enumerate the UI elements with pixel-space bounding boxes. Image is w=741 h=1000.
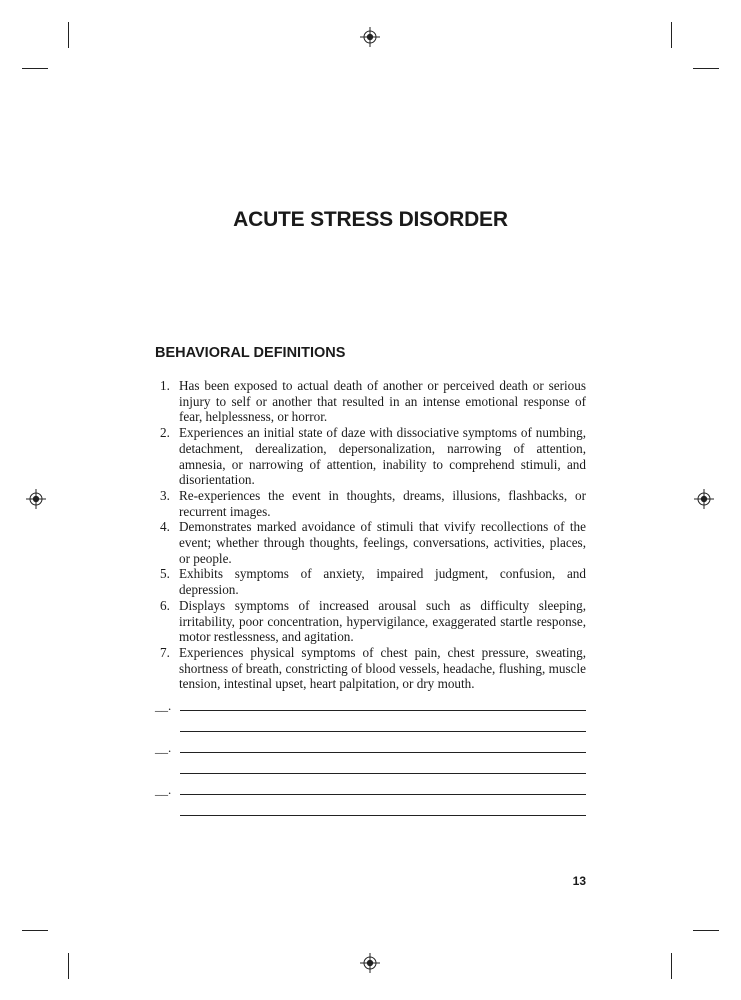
item-text: Experiences an initial state of daze with dissociative symptoms of numbing, detachment, derealization, depersonalization, narrowing of attention, amnesia, or narrowing of attention, inability to comprehend stimuli, and disorientation. bbox=[179, 425, 586, 488]
blank-entry-mark: __. bbox=[155, 782, 172, 797]
write-in-line bbox=[180, 710, 586, 711]
item-number: 6. bbox=[160, 597, 170, 613]
write-in-line bbox=[180, 773, 586, 774]
crop-mark bbox=[671, 22, 672, 48]
write-in-line bbox=[180, 794, 586, 795]
blank-entry bbox=[155, 778, 586, 798]
registration-mark-icon bbox=[360, 27, 380, 47]
item-text: Has been exposed to actual death of another or perceived death or serious injury to self or another that resulted in an intense emotional response of fear, helplessness, or horror. bbox=[179, 378, 586, 425]
definition-item bbox=[155, 566, 586, 597]
definitions-list bbox=[155, 378, 586, 692]
write-in-line bbox=[180, 731, 586, 732]
item-text: Displays symptoms of increased arousal such as difficulty sleeping, irritability, poor concentration, hypervigilance, exaggerated startle response, motor restlessness, and agitation. bbox=[179, 597, 586, 645]
crop-mark bbox=[22, 68, 48, 69]
write-in-line bbox=[180, 752, 586, 753]
item-number: 5. bbox=[160, 566, 170, 582]
crop-mark bbox=[22, 930, 48, 931]
blank-entry-continuation bbox=[155, 799, 586, 819]
definition-item bbox=[155, 488, 586, 519]
chapter-title: ACUTE STRESS DISORDER bbox=[233, 208, 508, 231]
definition-item bbox=[155, 645, 586, 692]
item-text: Re-experiences the event in thoughts, dreams, illusions, flashbacks, or recurrent images. bbox=[179, 487, 586, 519]
definition-item bbox=[155, 519, 586, 566]
section-heading: BEHAVIORAL DEFINITIONS bbox=[155, 345, 346, 361]
definition-item bbox=[155, 598, 586, 645]
item-number: 3. bbox=[160, 487, 170, 503]
blank-entry bbox=[155, 736, 586, 756]
item-number: 1. bbox=[160, 378, 170, 393]
item-number: 2. bbox=[160, 425, 170, 441]
write-in-line bbox=[180, 815, 586, 816]
crop-mark bbox=[68, 22, 69, 48]
blank-entry bbox=[155, 694, 586, 714]
registration-mark-icon bbox=[694, 489, 714, 509]
item-number: 7. bbox=[160, 644, 170, 660]
registration-mark-icon bbox=[360, 953, 380, 973]
crop-mark bbox=[693, 930, 719, 931]
item-text: Demonstrates marked avoidance of stimuli that vivify recollections of the event; whether through thoughts, feelings, conversations, activities, places, or people. bbox=[179, 519, 586, 566]
blank-entry-continuation bbox=[155, 715, 586, 735]
item-text: Experiences physical symptoms of chest pain, chest pressure, sweating, shortness of breath, constricting of blood vessels, headache, flushing, muscle tension, intestinal upset, heart palpitation, or dry mouth. bbox=[179, 644, 586, 692]
crop-mark bbox=[693, 68, 719, 69]
crop-mark bbox=[68, 953, 69, 979]
blank-entry-continuation bbox=[155, 757, 586, 777]
blank-entry-mark: __. bbox=[155, 740, 172, 755]
definition-item bbox=[155, 425, 586, 488]
item-number: 4. bbox=[160, 519, 170, 535]
blank-entry-mark: __. bbox=[155, 698, 172, 713]
page-number: 13 bbox=[572, 874, 586, 888]
registration-mark-icon bbox=[26, 489, 46, 509]
crop-mark bbox=[671, 953, 672, 979]
item-text: Exhibits symptoms of anxiety, impaired judgment, confusion, and depression. bbox=[179, 566, 586, 598]
definition-item bbox=[155, 378, 586, 425]
